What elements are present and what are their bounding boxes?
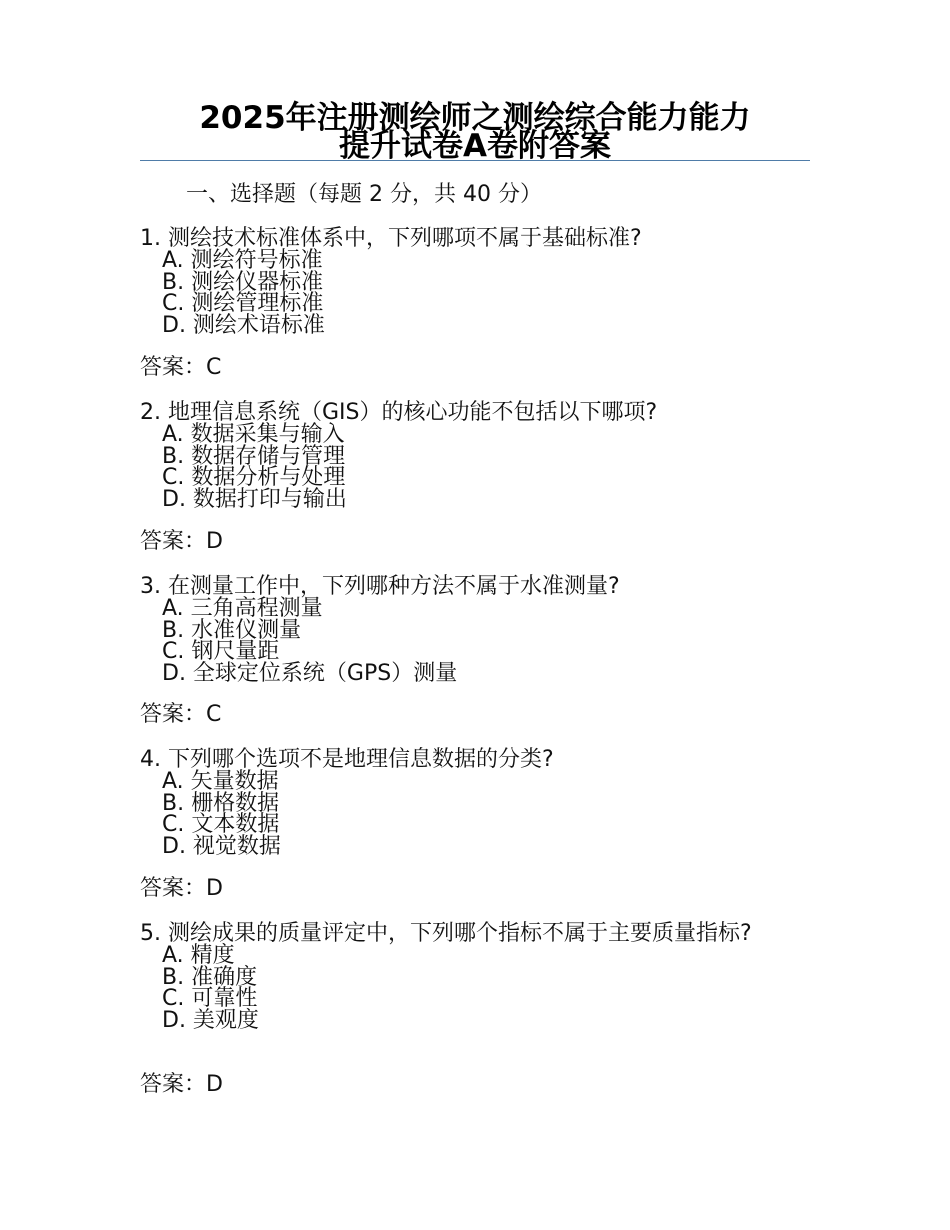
title-line-2: 提升试卷A卷附答案 [339, 128, 611, 164]
option-b: B. 准确度 [162, 964, 258, 990]
answer-2: 答案：D [140, 529, 223, 554]
question-stem: 1. 测绘技术标准体系中，下列哪项不属于基础标准? [140, 226, 642, 251]
option-list [162, 424, 810, 510]
option-b: B. 栅格数据 [162, 790, 280, 816]
title-line-1: 2025年注册测绘师之测绘综合能力能力 [199, 100, 751, 136]
document-title [140, 100, 810, 164]
question-5 [140, 923, 810, 1031]
question-3 [140, 576, 810, 684]
answer-1: 答案：C [140, 355, 222, 380]
question-stem: 4. 下列哪个选项不是地理信息数据的分类? [140, 747, 554, 772]
option-list [162, 945, 810, 1031]
question-4 [140, 749, 810, 857]
option-a: A. 矢量数据 [162, 769, 279, 794]
option-a: A. 精度 [162, 943, 235, 968]
section-heading: 一、选择题（每题 2 分，共 40 分） [186, 182, 542, 207]
option-c: C. 测绘管理标准 [162, 291, 324, 316]
option-d: D. 美观度 [162, 1007, 259, 1033]
option-d: D. 全球定位系统（GPS）测量 [162, 660, 458, 686]
question-stem: 5. 测绘成果的质量评定中，下列哪个指标不属于主要质量指标? [140, 921, 752, 946]
answer-5: 答案：D [140, 1072, 223, 1097]
option-b: B. 测绘仪器标准 [162, 269, 324, 295]
question-1 [140, 228, 810, 336]
answer-4: 答案：D [140, 876, 223, 901]
option-c: C. 数据分析与处理 [162, 465, 346, 490]
option-c: C. 文本数据 [162, 812, 280, 837]
question-2 [140, 402, 810, 510]
option-b: B. 水准仪测量 [162, 617, 302, 643]
option-d: D. 测绘术语标准 [162, 312, 325, 338]
option-c: C. 可靠性 [162, 986, 258, 1011]
option-list [162, 771, 810, 857]
title-underline [140, 160, 810, 161]
option-a: A. 三角高程测量 [162, 596, 323, 621]
question-stem: 3. 在测量工作中，下列哪种方法不属于水准测量? [140, 574, 620, 599]
option-a: A. 数据采集与输入 [162, 422, 345, 447]
option-d: D. 视觉数据 [162, 833, 281, 859]
option-list [162, 598, 810, 684]
option-d: D. 数据打印与输出 [162, 486, 347, 512]
option-list [162, 250, 810, 336]
question-stem: 2. 地理信息系统（GIS）的核心功能不包括以下哪项? [140, 400, 658, 425]
answer-3: 答案：C [140, 702, 222, 727]
option-b: B. 数据存储与管理 [162, 443, 346, 469]
option-a: A. 测绘符号标准 [162, 248, 323, 273]
option-c: C. 钢尺量距 [162, 639, 280, 664]
